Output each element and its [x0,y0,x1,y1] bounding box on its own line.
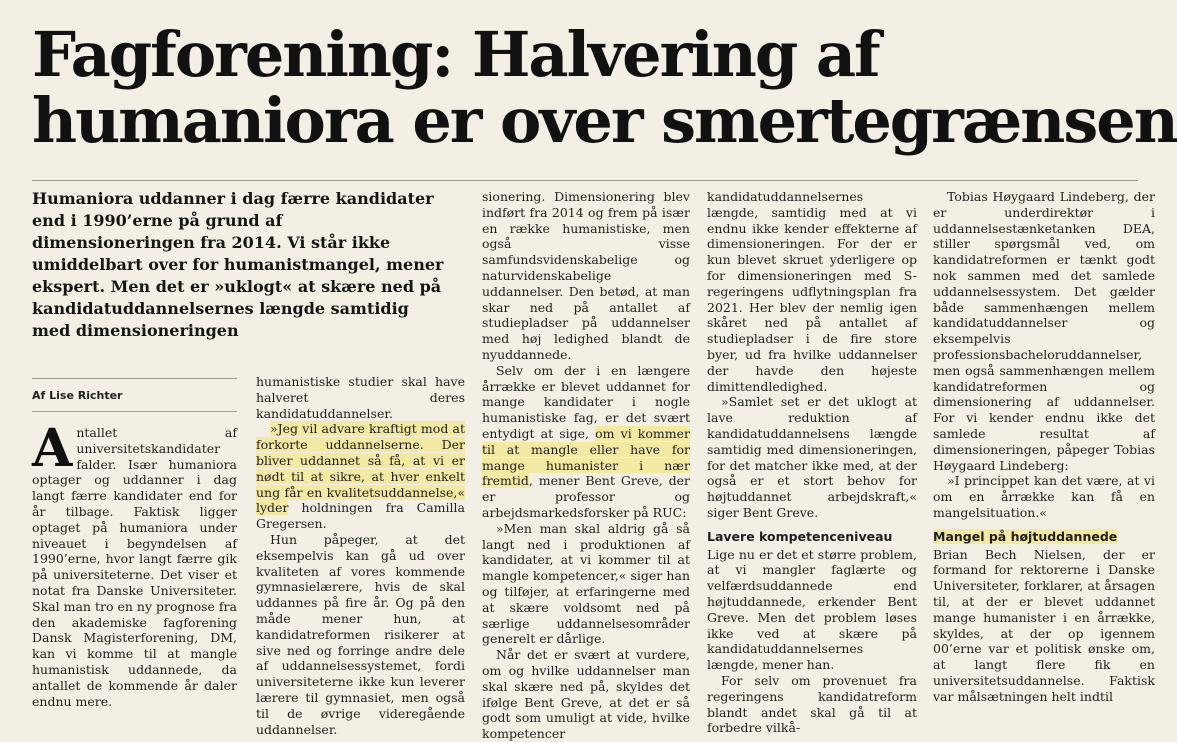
col1-paragraph-1-text: ntallet af universitetskandidater falder. Især humaniora optager og uddanner i dag langt færre kandidater end for år tilbage. Faktisk ligger optaget på humaniora under niveauet i begyndelsen af 1990’erne, hvor langt færre gik på universiteterne. Det viser et notat fra Danske Universiteter. Skal man tro en ny prognose fra den akademiske fagforening Dansk Magisterforening, DM, kan vi komme til at mangle humanistisk uddannede, da antallet de kommende år daler endnu mere. [32,425,237,709]
col3-paragraph-1: sionering. Dimensionering blev indført fra 2014 og frem på især en række humanistiske, men også visse samfundsvidenskabelige og naturvidenskabelige uddannelser. Den betød, at man skar ned på antallet af studiepladser på uddannelser med høj ledighed blandt de nyuddannede. [482,189,690,362]
headline-line-2: humaniora er over smertegrænsen [32,84,1177,157]
col2-quote-paragraph [256,421,465,532]
col3-paragraph-2 [482,363,690,521]
lede-paragraph: Humaniora uddanner i dag færre kandidater end i 1990’erne på grund af dimensioneringen fra 2014. Vi står ikke umiddelbart over for humanistmangel, mener ekspert. Men det er »uklogt« at skære ned på kandidatuddannelsernes længde samtidig med dimensioneringen [32,189,444,340]
col4-subheading: Lavere kompetenceniveau [707,528,893,544]
col2-paragraph-2: Hun påpeger, at det eksempelvis kan gå ud over kvaliteten af vores kommende gymnasielærere, hvis de skal uddannes på fire år. Og på den måde mener hun, at kandidatreformen risikerer at sive ned og forringe andre dele af uddannelsessystemet, fordi universiteterne ikke kun leverer lærere til gymnasiet, men også til de øvrige videregående uddannelser. [256,531,465,737]
column-1 [32,418,237,709]
col4-paragraph-1: kandidatuddannelsernes længde, samtidig med at vi endnu ikke kender effekterne af dimensioneringen. For der er kun blevet skruet yderligere op for dimensioneringen med S-regeringens udflytningsplan fra 2021. Her blev der nemlig igen skåret ned på antallet af studiepladser i de fire store byer, ud fra hvilke uddannelser der havde den højeste dimittendledighed. [707,189,917,394]
col2-quote-tail: holdningen fra Camilla Gregersen. [256,500,465,532]
headline-line-1: Fagforening: Halvering af [32,18,879,91]
col5-subheading-text: Mangel på højtuddannede [933,528,1118,544]
col4-paragraph-2: »Samlet set er det uklogt at lave reduktion af kandidatuddannelsens længde samtidig med dimensioneringen, for det matcher ikke med, at der også er et stort behov for højtuddannet arbejdskraft,« siger Bent Greve. [707,394,917,520]
col5-paragraph-1: Tobias Høygaard Lindeberg, der er underdirektør i uddannelsestænketanken DEA, stiller spørgsmål ved, om kandidatreformen er tænkt godt nok sammen med det samlede uddannelsessystem. Det gælder både sammenhængen mellem kandidatuddannelser og eksempelvis professionsbacheloruddannelser, men også sammenhængen mellem kandidatreformen og dimensionering af uddannelser. For vi kender endnu ikke det samlede resultat af dimensioneringen, påpeger Tobias Høygaard Lindeberg: [933,189,1155,473]
col4-paragraph-4: For selv om provenuet fra regeringens kandidatreform blandt andet skal gå til at forbedre vilkå- [707,672,917,736]
col3-paragraph-4: Når det er svært at vurdere, om og hvilke uddannelser man skal skære ned på, skyldes det ifølge Bent Greve, at det er så godt som umuligt at vide, hvilke kompetencer [482,647,690,742]
headline [32,18,1177,157]
byline: Af Lise Richter [32,389,123,402]
col5-paragraph-3: Brian Bech Nielsen, der er formand for rektorerne i Danske Universiteter, forklarer, at årsagen til, at der er blevet uddannet mange humanister i en årrække, skyldes, at der op igennem 00’erne var et politisk ønske om, at langt flere fik en universitetsuddannelse. Faktisk var målsætningen helt indtil [933,546,1155,704]
col3-paragraph-3: »Men man skal aldrig gå så langt ned i produktionen af kandidater, at vi kommer til at mangle kompetencer,« siger han og tilføjer, at erfaringerne med at skære voldsomt ned på særlige uddannelsesområder generelt er dårlige. [482,520,690,647]
col5-subheading [933,529,1155,545]
byline-divider-bottom [32,411,237,412]
col1-paragraph-1 [32,418,237,709]
column-5 [933,189,1155,704]
col4-paragraph-3: Lige nu er det et større problem, at vi mangler faglærte og velfærdsuddannede end højtuddannede, erkender Bent Greve. Men det problem løses ikke ved at skære på kandidatuddannelsernes længde, mener han. [707,546,917,673]
col2-highlighted-quote: »Jeg vil advare kraftigt mod at forkorte uddannelserne. Der bliver uddannet så få, at vi er nødt til at sikre, at hver enkelt ung får en kvalitetsuddannelse,« lyder [256,421,465,516]
column-4 [707,189,917,736]
byline-divider-top [32,378,237,379]
column-2 [256,374,465,737]
top-divider [32,180,1138,181]
col3-paragraph-2a: Selv om der i en længere årrække er blevet uddannet for mange kandidater i nogle humanistiske fag, er det svært entydigt at sige, [482,362,690,441]
col3-highlighted-text: om vi kommer til at mangle eller have for mange humanister i nær fremtid [482,425,690,489]
col3-paragraph-2b: , mener Bent Greve, der er professor og arbejdsmarkedsforsker på RUC: [482,473,690,520]
dropcap: A [32,418,73,479]
col2-paragraph-1: humanistiske studier skal have halveret deres kandidatuddannelser. [256,374,465,421]
column-5-inner [933,189,1155,705]
col5-paragraph-2: »I princippet kan det være, at vi om en årrække kan få en mangelsituation.« [933,473,1155,520]
column-3 [482,189,690,742]
